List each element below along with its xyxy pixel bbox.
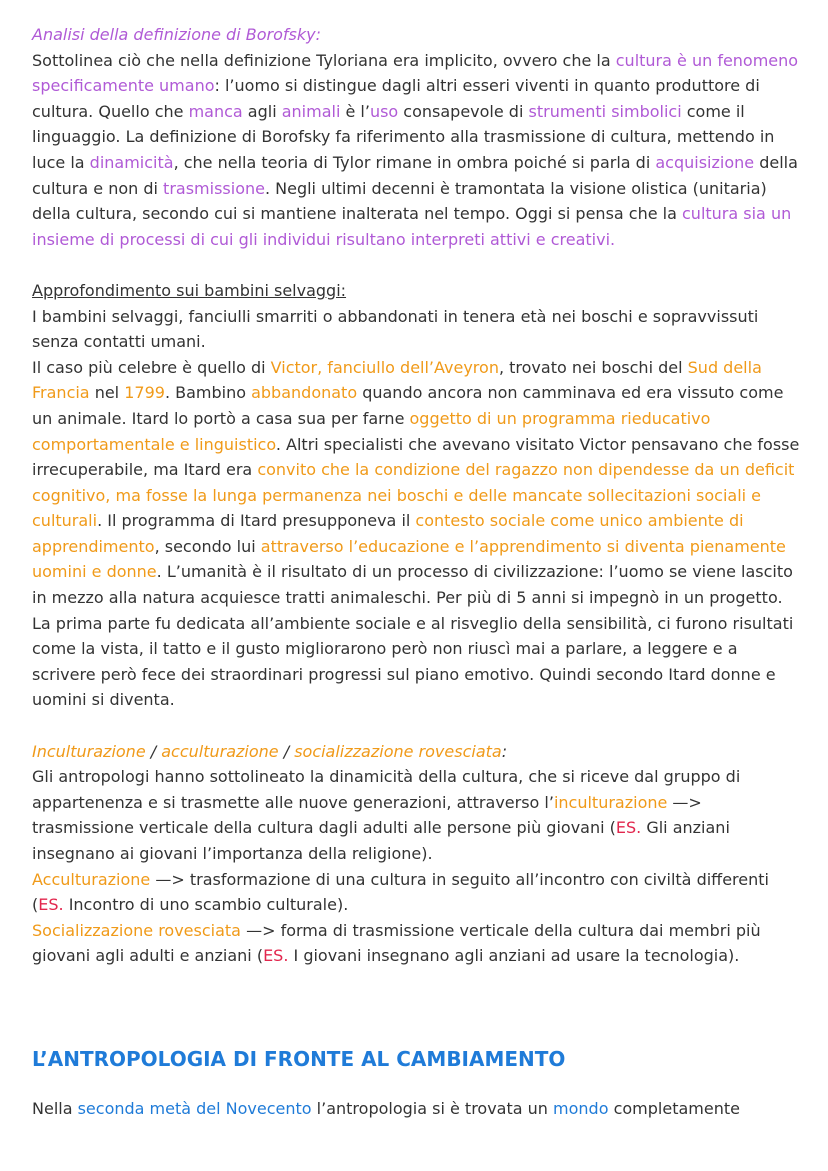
highlighted-text: uso [369, 101, 399, 121]
bambini-body [32, 358, 799, 710]
highlighted-text: seconda metà del Novecento [77, 1098, 312, 1118]
highlighted-text: strumenti simbolici [528, 101, 682, 121]
acculturazione-body [32, 867, 802, 918]
text-run: . Negli ultimi decenni è tramontata la visione olistica (unitaria) della cultura, secondo cui si mantiene inalterata nel tempo. Oggi si pensa che la [32, 178, 767, 224]
text-run: Gli anziani insegnano ai giovani l’importanza della religione). [32, 818, 730, 863]
text-run: . Altri specialisti che avevano visitato Victor pensavano che fosse irrecuperabile, ma Itard era [32, 434, 800, 480]
text-run: , che nella teoria di Tylor rimane in ombra poiché si parla di [173, 152, 656, 172]
text-run: Incontro di uno scambio culturale). [63, 895, 349, 915]
text-run: agli [242, 101, 282, 121]
section-title: L’ANTROPOLOGIA DI FRONTE AL CAMBIAMENTO [32, 1046, 566, 1071]
borofsky-paragraph [32, 22, 802, 252]
highlighted-text: Acculturazione [32, 869, 151, 889]
highlighted-text: oggetto di un programma rieducativo comportamentale e linguistico [32, 408, 711, 454]
highlighted-text: cultura sia un insieme di processi di cui gli individui risultano interpreti attivi e creativi. [32, 204, 792, 249]
text-run: Nella [32, 1098, 78, 1118]
text-run: come il linguaggio. La definizione di Borofsky fa riferimento alla trasmissione di cultura, mettendo in luce la [32, 101, 775, 172]
heading-term-inculturazione: Inculturazione [32, 741, 146, 761]
text-run: : l’uomo si distingue dagli altri esseri viventi in quanto produttore di cultura. Quello che [32, 76, 760, 121]
highlighted-text: mondo [553, 1098, 609, 1118]
text-run: , secondo lui [154, 536, 261, 556]
highlighted-text: trasmissione [163, 178, 265, 198]
highlighted-text: Socializzazione rovesciata [32, 920, 241, 940]
text-run: I giovani insegnano agli anziani ad usare la tecnologia). [288, 946, 740, 966]
socializzazione-body [32, 918, 802, 969]
highlighted-text: animali [281, 101, 341, 121]
highlighted-text: cultura è un fenomeno specificamente umano [32, 50, 799, 96]
text-run: quando ancora non camminava ed era vissuto come un animale. Itard lo portò a casa sua per farne [32, 383, 784, 428]
text-run: è l’ [340, 101, 370, 121]
highlighted-text: acquisizione [655, 152, 755, 172]
text-run: . Bambino [164, 383, 252, 403]
inculturazione-heading [32, 739, 802, 765]
text-run: Sottolinea ciò che nella definizione Tyloriana era implicito, ovvero che la [32, 50, 616, 70]
borofsky-body [32, 51, 798, 249]
highlighted-text: convito che la condizione del ragazzo non dipendesse da un deficit cognitivo, ma fosse la lunga permanenza nei boschi e delle mancate sollecitazioni sociali e culturali [32, 460, 795, 531]
text-run: Gli antropologi hanno sottolineato la dinamicità della cultura, che si riceve dal gruppo di appartenenza e si trasmette alle nuove generazioni, attraverso l’ [32, 767, 741, 812]
section-body [32, 1099, 740, 1118]
highlighted-text: abbandonato [251, 383, 358, 403]
highlighted-text: manca [188, 101, 243, 121]
bambini-heading: Approfondimento sui bambini selvaggi: [32, 280, 347, 300]
highlighted-text: inculturazione [553, 792, 668, 812]
text-run: Il caso più celebre è quello di [32, 357, 271, 377]
text-run: consapevole di [398, 101, 529, 121]
inculturazione-body [32, 764, 802, 866]
text-run: —> trasmissione verticale della cultura dagli adulti alle persone più giovani ( [32, 792, 702, 838]
text-run: . L’umanità è il risultato di un processo di civilizzazione: l’uomo se viene lascito in mezzo alla natura acquiesce tratti animaleschi. Per più di 5 anni si impegnò in un progetto. La prima parte fu dedicata all’ambiente sociale e al risveglio della sensibilità, ci furono risultati come la vista, il tatto e il gusto migliorarono però non riuscì mai a parlare, a leggere e a scrivere però fece dei straordinari progressi sul piano emotivo. Quindi secondo Itard donne e uomini si diventa. [32, 562, 794, 710]
highlighted-text: contesto sociale come unico ambiente di apprendimento [32, 511, 744, 556]
bambini-intro: I bambini selvaggi, fanciulli smarriti o abbandonati in tenera età nei boschi e sopravvissuti senza contatti umani. [32, 306, 759, 352]
inculturazione-paragraph [32, 739, 802, 969]
highlighted-text: Victor, fanciullo dell’Aveyron [270, 357, 499, 377]
section-paragraph [32, 1096, 802, 1122]
text-run: —> forma di trasmissione verticale della cultura dai membri più giovani agli adulti e anziani ( [32, 920, 761, 966]
highlighted-text: ES. [263, 946, 289, 966]
text-run: —> trasformazione di una cultura in seguito all’incontro con civiltà differenti ( [32, 869, 769, 915]
highlighted-text: dinamicità [89, 152, 174, 172]
text-run: della cultura e non di [32, 152, 798, 198]
highlighted-text: 1799 [124, 383, 165, 403]
text-run: , trovato nei boschi del [498, 357, 688, 377]
heading-colon: : [501, 741, 508, 761]
borofsky-heading: Analisi della definizione di Borofsky: [32, 25, 321, 44]
heading-separator: / [145, 741, 162, 761]
highlighted-text: Sud della Francia [32, 357, 762, 403]
bambini-paragraph [32, 278, 802, 713]
highlighted-text: attraverso l’educazione e l’apprendimento si diventa pienamente uomini e donne [32, 536, 786, 582]
highlighted-text: ES. [615, 818, 642, 838]
text-run: nel [89, 383, 125, 403]
heading-separator: / [278, 741, 295, 761]
text-run: completamente [608, 1098, 740, 1118]
text-run: . Il programma di Itard presupponeva il [97, 511, 416, 531]
heading-term-acculturazione: acculturazione [161, 741, 279, 761]
document-page [32, 22, 802, 1122]
heading-term-socializzazione: socializzazione rovesciata [294, 741, 502, 761]
highlighted-text: ES. [38, 895, 64, 915]
text-run: l’antropologia si è trovata un [311, 1098, 554, 1118]
